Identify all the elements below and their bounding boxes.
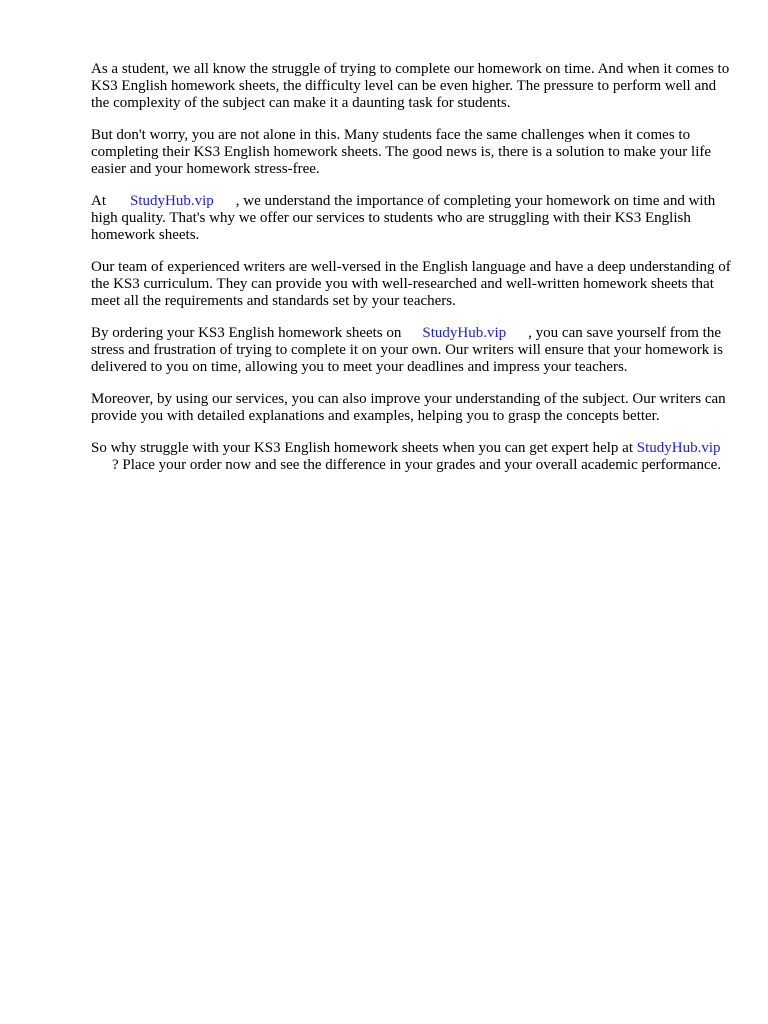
paragraph-intro: As a student, we all know the struggle of trying to complete our homework on time. And when it comes to KS3 English homework sheets, the difficulty level can be even higher. The pressure to perform well and the complexity of the subject can make it a daunting task for students.	[91, 61, 730, 111]
document-body	[91, 61, 731, 489]
paragraph-understanding: Moreover, by using our services, you can also improve your understanding of the subject. Our writers can provide you with detailed explanations and examples, helping you to grasp the concepts better.	[91, 391, 726, 424]
paragraph-text-after-link: , we understand the importance of completing your homework on time and with high quality. That's why we offer our services to students who are struggling with their KS3 English homework sheets.	[91, 193, 716, 243]
paragraph-team: Our team of experienced writers are well-versed in the English language and have a deep understanding of the KS3 curriculum. They can provide you with well-researched and well-written homework sheets that meet all the requirements and standards set by your teachers.	[91, 259, 731, 309]
paragraph-ordering	[91, 325, 731, 376]
paragraph-text-after-link: , you can save yourself from the stress and frustration of trying to complete it on your own. Our writers will ensure that your homework is delivered to you on time, allowing you to meet your deadlines and impress your teachers.	[91, 325, 723, 375]
paragraph-text-before-link: So why struggle with your KS3 English homework sheets when you can get expert help at	[91, 440, 633, 456]
studyhub-link[interactable]: StudyHub.vip	[130, 193, 214, 209]
paragraph-closing	[91, 440, 731, 474]
paragraph-at-studyhub	[91, 193, 731, 244]
paragraph-text-before-link: By ordering your KS3 English homework sheets on	[91, 325, 402, 341]
studyhub-link[interactable]: StudyHub.vip	[636, 440, 721, 456]
paragraph-reassurance: But don't worry, you are not alone in this. Many students face the same challenges when it comes to completing their KS3 English homework sheets. The good news is, there is a solution to make your life easier and your homework stress-free.	[91, 127, 712, 177]
studyhub-link[interactable]: StudyHub.vip	[422, 325, 507, 341]
paragraph-text-before-link: At	[91, 193, 106, 209]
paragraph-text-after-link: ? Place your order now and see the difference in your grades and your overall academic performance.	[112, 457, 722, 473]
